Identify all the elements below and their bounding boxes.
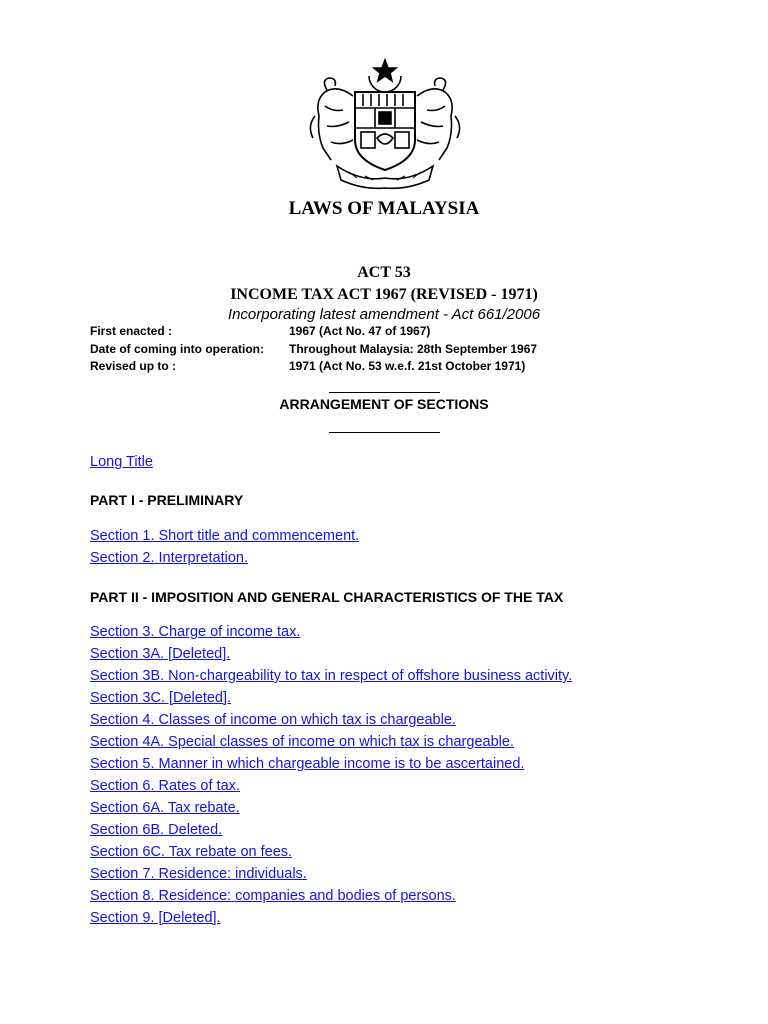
coat-of-arms-icon	[303, 56, 467, 192]
long-title-link[interactable]: Long Title	[90, 454, 153, 470]
section-link[interactable]: Section 3B. Non-chargeability to tax in respect of offshore business activity.	[90, 668, 573, 684]
section-link[interactable]: Section 3C. [Deleted].	[90, 690, 232, 706]
amendment-note: Incorporating latest amendment - Act 661/2006	[227, 306, 541, 323]
part-2-heading: PART II - IMPOSITION AND GENERAL CHARACTERISTICS OF THE TAX	[90, 589, 564, 605]
act-title: INCOME TAX ACT 1967 (REVISED - 1971)	[230, 286, 538, 303]
part-1-heading: PART I - PRELIMINARY	[90, 492, 244, 508]
section-link[interactable]: Section 6A. Tax rebate.	[90, 800, 240, 816]
section-link[interactable]: Section 6B. Deleted.	[90, 822, 223, 838]
info-row-coming-into-operation	[90, 342, 537, 356]
divider-bottom	[329, 432, 440, 433]
section-link[interactable]: Section 4A. Special classes of income on which tax is chargeable.	[90, 734, 514, 750]
section-link[interactable]: Section 3. Charge of income tax.	[90, 624, 301, 640]
act-number: ACT 53	[357, 264, 411, 281]
section-link[interactable]: Section 6. Rates of tax.	[90, 778, 240, 794]
section-link[interactable]: Section 6C. Tax rebate on fees.	[90, 844, 293, 860]
info-label: Revised up to :	[90, 359, 177, 373]
info-value: Throughout Malaysia: 28th September 1967	[289, 342, 538, 356]
info-row-first-enacted	[90, 324, 430, 338]
section-link[interactable]: Section 2. Interpretation.	[90, 550, 248, 566]
info-row-revised-up-to	[90, 359, 525, 373]
section-link[interactable]: Section 5. Manner in which chargeable income is to be ascertained.	[90, 756, 525, 772]
info-label: Date of coming into operation:	[90, 342, 264, 356]
info-label: First enacted :	[90, 324, 173, 338]
section-link[interactable]: Section 8. Residence: companies and bodies of persons.	[90, 888, 456, 904]
arrangement-heading: ARRANGEMENT OF SECTIONS	[279, 396, 489, 412]
laws-of-malaysia-heading: LAWS OF MALAYSIA	[288, 198, 480, 219]
section-link[interactable]: Section 3A. [Deleted].	[90, 646, 231, 662]
divider-top	[329, 392, 440, 393]
section-link[interactable]: Section 9. [Deleted].	[90, 910, 221, 926]
section-link[interactable]: Section 7. Residence: individuals.	[90, 866, 307, 882]
section-link[interactable]: Section 1. Short title and commencement.	[90, 528, 360, 544]
info-value: 1971 (Act No. 53 w.e.f. 21st October 1971)	[289, 359, 526, 373]
info-value: 1967 (Act No. 47 of 1967)	[289, 324, 431, 338]
section-link[interactable]: Section 4. Classes of income on which tax is chargeable.	[90, 712, 456, 728]
